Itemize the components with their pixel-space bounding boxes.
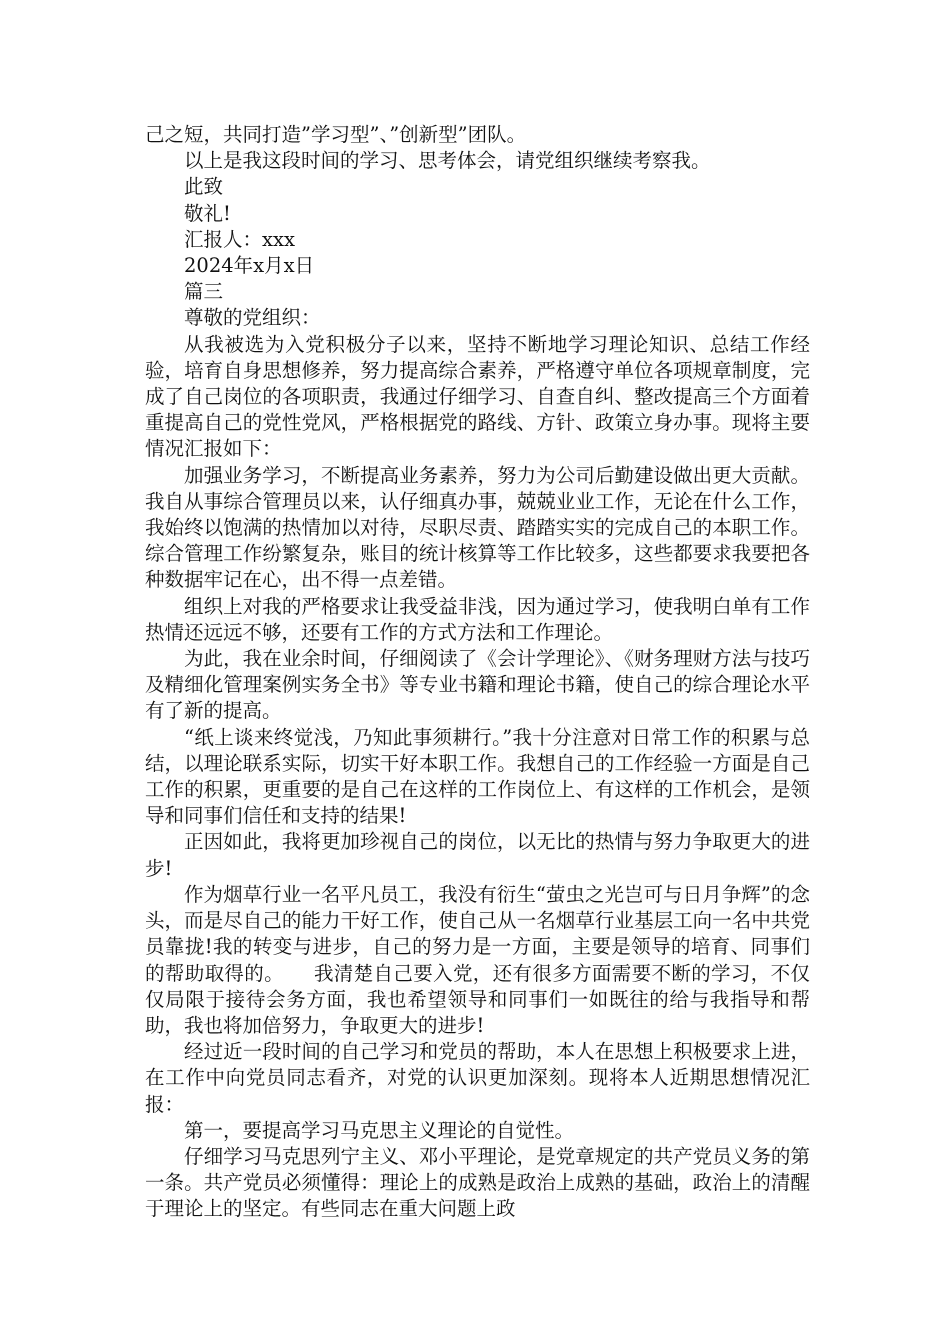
- paragraph: 仔细学习马克思列宁主义、邓小平理论，是党章规定的共产党员义务的第一条。共产党员必须懂得：理论上的成熟是政治上成熟的基础，政治上的清醒于理论上的坚定。有些同志在重大问题上政: [145, 1144, 810, 1221]
- closing-salutation: 此致: [184, 175, 224, 199]
- paragraph: 从我被选为入党积极分子以来，坚持不断地学习理论知识、总结工作经验，培育自身思想修养，努力提高综合素养，严格遵守单位各项规章制度，完成了自己岗位的各项职责，我通过仔细学习、自查自纠、整改提高三个方面着重提高自己的党性党风，严格根据党的路线、方针、政策立身办事。现将主要情况汇报如下：: [145, 332, 810, 461]
- paragraph: 加强业务学习，不断提高业务素养，努力为公司后勤建设做出更大贡献。我自从事综合管理员以来，认仔细真办事，兢兢业业工作，无论在什么工作，我始终以饱满的热情加以对待，尽职尽责、踏踏实实的完成自己的本职工作。综合管理工作纷繁复杂，账目的统计核算等工作比较多，这些都要求我要把各种数据牢记在心，出不得一点差错。: [145, 463, 810, 592]
- paragraph: “纸上谈来终觉浅，乃知此事须耕行。”我十分注意对日常工作的积累与总结，以理论联系实际，切实干好本职工作。我想自己的工作经验一方面是自己工作的积累，更重要的是自己在这样的工作岗位上、有这样的工作机会，是领导和同事们信任和支持的结果!: [145, 725, 810, 828]
- paragraph: 为此，我在业余时间，仔细阅读了《会计学理论》、《财务理财方法与技巧及精细化管理案例实务全书》等专业书籍和理论书籍，使自己的综合理论水平有了新的提高。: [145, 647, 810, 723]
- paragraph: 正因如此，我将更加珍视自己的岗位，以无比的热情与努力争取更大的进步!: [145, 830, 810, 880]
- salutation: 尊敬的党组织：: [184, 306, 321, 330]
- reporter-line: 汇报人：xxx: [184, 227, 295, 251]
- paragraph: 经过近一段时间的自己学习和党员的帮助，本人在思想上积极要求上进，在工作中向党员同志看齐，对党的认识更加深刻。现将本人近期思想情况汇报：: [145, 1040, 810, 1116]
- paragraph: 第一，要提高学习马克思主义理论的自觉性。: [184, 1118, 575, 1142]
- paragraph: 己之短，共同打造”学习型”、”创新型”团队。: [145, 123, 527, 146]
- section-heading: 篇三: [184, 280, 224, 304]
- paragraph: 以上是我这段时间的学习、思考体会，请党组织继续考察我。: [184, 149, 711, 173]
- document-page: [145, 122, 810, 1223]
- date-line: 2024年x月x日: [184, 254, 315, 278]
- closing-respect: 敬礼!: [184, 201, 231, 225]
- paragraph: 作为烟草行业一名平凡员工，我没有衍生“萤虫之光岂可与日月争辉”的念头，而是尽自己的能力干好工作，使自己从一名烟草行业基层工向一名中共党员靠拢!我的转变与进步，自己的努力是一方面，主要是领导的培育、同事们的帮助取得的。 我清楚自己要入党，还有很多方面需要不断的学习，不仅仅局限于接待会务方面，我也希望领导和同事们一如既往的给与我指导和帮助，我也将加倍努力，争取更大的进步!: [145, 882, 810, 1037]
- paragraph: 组织上对我的严格要求让我受益非浅，因为通过学习，使我明白单有工作热情还远远不够，还要有工作的方式方法和工作理论。: [145, 594, 810, 644]
